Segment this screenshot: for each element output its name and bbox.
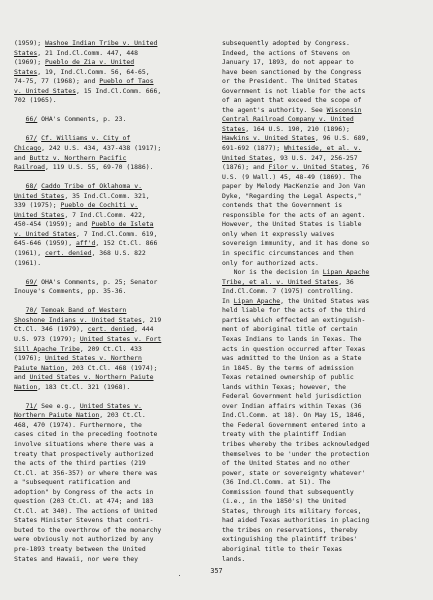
citation-segment: Railroad: [14, 163, 46, 172]
citation-segment: United States v.: [79, 401, 142, 410]
text-segment: in specific circumstances and then: [222, 249, 354, 258]
text-segment: [14, 182, 26, 190]
text-segment: , 219: [141, 315, 162, 324]
text-line: [222, 211, 422, 221]
citation-segment: United States v. Fort: [79, 334, 162, 343]
text-line: [222, 373, 422, 383]
citation-segment: 70/: [25, 306, 38, 315]
citation-segment: 66/: [25, 115, 38, 124]
citation-segment: Lipan Apache: [233, 296, 281, 305]
text-line: [222, 516, 422, 526]
left-column: [14, 39, 210, 564]
text-segment: Nor is the decision in: [222, 268, 323, 277]
text-line: [222, 535, 422, 545]
text-segment: , 242 U.S. 434, 437-438 (1917);: [41, 144, 162, 153]
text-segment: in 1845. By the terms of admission: [222, 363, 354, 372]
text-segment: were obviously not authorized by any: [14, 535, 154, 544]
text-segment: 691-692 (1877);: [222, 144, 285, 153]
text-segment: tribes whereby the tribes acknowledged: [222, 439, 370, 448]
text-segment: had aided Texas authorities in placing: [222, 516, 370, 525]
text-segment: However, the United States is liable: [222, 220, 362, 229]
text-line: [222, 96, 422, 106]
text-line: [14, 411, 210, 421]
citation-segment: v. United States: [14, 86, 77, 95]
text-line: [14, 163, 210, 173]
text-line: [14, 192, 210, 202]
text-segment: lands.: [222, 554, 246, 563]
text-segment: , the United States was: [280, 296, 370, 305]
text-segment: or the President. The United States: [222, 77, 358, 86]
citation-segment: Pueblo de Zia v. United: [45, 58, 135, 67]
text-line: [14, 144, 210, 154]
citation-segment: United States v. Northern: [45, 354, 142, 363]
text-segment: (36 Ind.Cl.Comm. at 51). The: [222, 478, 331, 487]
text-line: [14, 316, 210, 326]
text-segment: Ct.Cl. 346 (1979),: [14, 325, 88, 334]
citation-segment: Tribe, et al. v. United States: [222, 277, 339, 286]
text-segment: , 7 Ind.Cl.Comm. 619,: [76, 229, 158, 238]
text-line: [14, 450, 210, 460]
text-line: [222, 297, 422, 307]
text-segment: Commission found that subsequently: [222, 487, 354, 496]
text-segment: Ind.Cl.Comm. at 18). On May 15, 1846,: [222, 411, 366, 420]
text-segment: 468, 470 (1974). Furthermore, the: [14, 420, 142, 429]
text-segment: (i.e., in the 1850's) the United: [222, 497, 347, 506]
text-line: [222, 134, 422, 144]
text-line: [14, 383, 210, 393]
text-line: [222, 173, 422, 183]
text-segment: treaty that prospectively authorized: [14, 449, 154, 458]
scan-speck: [179, 575, 180, 576]
text-line: [14, 58, 210, 68]
text-segment: parties which effected an extinguish-: [222, 315, 366, 324]
citation-segment: United States: [14, 210, 65, 219]
text-line: [14, 306, 210, 316]
text-line: [222, 430, 422, 440]
text-segment: , 7 Ind.Cl.Comm. 422,: [64, 210, 146, 219]
text-line: [222, 220, 422, 230]
text-segment: States Minister Stevens that contri-: [14, 516, 154, 525]
text-segment: a "subsequent ratification and: [14, 478, 131, 487]
text-segment: responsible for the acts of an agent.: [222, 210, 366, 219]
citation-segment: Caddo Tribe of Oklahoma v.: [41, 182, 142, 191]
text-line: [14, 469, 210, 479]
citation-segment: Central Railroad Company v. United: [222, 115, 354, 124]
text-line: [14, 421, 210, 431]
text-line: [222, 316, 422, 326]
text-segment: Texas retained ownership of public: [222, 373, 354, 382]
citation-segment: Paiute Nation: [14, 363, 65, 372]
text-line: [14, 68, 210, 78]
text-line: [14, 526, 210, 536]
text-line: [222, 58, 422, 68]
text-line: [222, 249, 422, 259]
text-segment: , 444: [134, 325, 154, 334]
text-line: [14, 278, 210, 288]
text-segment: U.S. (9 Wall.) 45, 48-49 (1869). The: [222, 172, 362, 181]
text-segment: , 203 Ct.Cl. 468 (1974);: [64, 363, 158, 372]
text-line: [222, 526, 422, 536]
text-segment: subsequently adopted by Congress.: [222, 39, 350, 47]
text-segment: of an agent that exceed the scope of: [222, 96, 362, 105]
text-segment: , 21 Ind.Cl.Comm. 447, 448: [37, 48, 139, 57]
text-segment: held liable for the acts of the third: [222, 306, 366, 315]
citation-segment: Sill Apache Tribe: [14, 344, 80, 353]
text-segment: , 19, Ind.Cl.Comm. 56, 64-65,: [37, 67, 150, 76]
text-segment: 450-454 (1959); and: [14, 220, 92, 229]
text-line: [14, 440, 210, 450]
text-segment: only when it expressly waives: [222, 229, 335, 238]
text-segment: Indeed, the actions of Stevens on: [222, 48, 350, 57]
right-column: [222, 39, 422, 564]
text-segment: themselves to be 'under the protection: [222, 449, 370, 458]
text-line: [222, 383, 422, 393]
text-line: [222, 421, 422, 431]
text-line: [14, 516, 210, 526]
text-segment: , 164 U.S. 190, 210 (1896);: [245, 124, 350, 133]
citation-segment: United States v. Northern Paiute: [29, 373, 154, 382]
text-segment: Dyke, "Regarding the Legal Aspects,": [222, 191, 362, 200]
text-segment: Ind.Cl.Comm. 7 (1975) controlling.: [222, 287, 354, 296]
text-segment: OHA's Comments, p. 25; Senator: [37, 277, 158, 286]
paragraph-gap: [14, 173, 210, 183]
text-line: [14, 259, 210, 269]
text-line: [222, 278, 422, 288]
text-line: [14, 507, 210, 517]
citation-segment: States: [222, 124, 246, 133]
paragraph-gap: [14, 268, 210, 278]
citation-segment: cert. denied: [45, 249, 92, 258]
text-segment: (1976);: [14, 354, 46, 363]
text-segment: [14, 306, 26, 314]
text-segment: 339 (1975);: [14, 201, 61, 210]
text-segment: , 119 U.S. 55, 69-70 (1886).: [45, 163, 154, 172]
page-number: 357: [210, 567, 223, 575]
text-line: [14, 535, 210, 545]
text-segment: only for authorized acts.: [222, 258, 319, 267]
text-line: [14, 211, 210, 221]
text-line: [222, 488, 422, 498]
text-line: [14, 96, 210, 106]
text-segment: , 209 Ct.Cl. 433: [79, 344, 142, 353]
text-segment: Government is not liable for the acts: [222, 86, 366, 95]
text-segment: aboriginal title to their Texas: [222, 544, 343, 553]
text-line: [222, 163, 422, 173]
text-segment: the acts of the third parties (219: [14, 459, 146, 468]
text-segment: have been sanctioned by the Congress: [222, 67, 362, 76]
text-line: [14, 287, 210, 297]
text-line: [14, 488, 210, 498]
text-line: [222, 450, 422, 460]
text-line: [222, 345, 422, 355]
citation-segment: Temoak Band of Western: [41, 306, 127, 315]
text-segment: (1961),: [14, 249, 46, 258]
citation-segment: Pueblo de Isleta: [91, 220, 154, 229]
citation-segment: States: [14, 48, 38, 57]
citation-segment: Pueblo of Taos: [99, 77, 154, 86]
text-line: [14, 230, 210, 240]
citation-segment: 68/: [25, 182, 38, 191]
text-line: [14, 402, 210, 412]
text-line: [14, 201, 210, 211]
citation-segment: 69/: [25, 277, 38, 286]
text-segment: over Indian affairs within Texas (36: [222, 401, 362, 410]
text-line: [222, 545, 422, 555]
text-segment: of the United States and no other: [222, 459, 350, 468]
text-line: [222, 354, 422, 364]
citation-segment: Washoe Indian Tribe v. United: [45, 39, 158, 47]
citation-segment: United States: [222, 153, 273, 162]
citation-segment: Shoshone Indians v. United States: [14, 315, 142, 324]
citation-segment: aff'd: [76, 239, 96, 248]
text-line: [222, 555, 422, 565]
text-segment: (1969);: [14, 58, 46, 67]
text-line: [222, 469, 422, 479]
text-segment: , 35 Ind.Cl.Comm. 321,: [64, 191, 150, 200]
citation-segment: Whiteside, et al. v.: [284, 144, 362, 153]
text-line: [14, 49, 210, 59]
citation-segment: Northern Paiute Nation: [14, 411, 100, 420]
text-segment: Ct.Cl. at 340). The actions of United: [14, 506, 158, 515]
text-line: [222, 49, 422, 59]
text-segment: the agent's authority. See: [222, 105, 327, 114]
text-segment: States and Hawaii, nor were they: [14, 554, 139, 563]
text-segment: Ct.Cl. at 356-357) or where there was: [14, 468, 158, 477]
text-segment: [14, 134, 26, 142]
text-segment: paper by Melody MacKenzie and Jon Van: [222, 182, 366, 191]
text-segment: (1961).: [14, 258, 42, 267]
text-segment: , 368 U.S. 822: [91, 249, 146, 258]
text-line: [14, 154, 210, 164]
citation-segment: Wisconsin: [326, 105, 362, 114]
text-segment: OHA's Comments, p. 23.: [37, 115, 127, 124]
text-line: [222, 507, 422, 517]
text-line: [14, 182, 210, 192]
paragraph-gap: [14, 392, 210, 402]
text-line: [14, 220, 210, 230]
text-segment: ment of aboriginal title of certain: [222, 325, 358, 334]
text-line: [222, 268, 422, 278]
citation-segment: Lipan Apache: [322, 268, 370, 277]
text-line: [14, 373, 210, 383]
text-segment: Inouye's Comments, pp. 35-36.: [14, 287, 127, 296]
text-line: [14, 497, 210, 507]
text-line: [14, 430, 210, 440]
text-segment: acts in question occurred after Texas: [222, 344, 366, 353]
text-line: [222, 392, 422, 402]
text-line: [222, 402, 422, 412]
text-segment: (1876); and: [222, 163, 269, 172]
text-line: [222, 440, 422, 450]
text-segment: Federal Government held jurisdiction: [222, 392, 362, 401]
text-line: [222, 182, 422, 192]
text-line: [14, 345, 210, 355]
text-line: [222, 77, 422, 87]
text-segment: U.S. 973 (1979);: [14, 334, 80, 343]
text-segment: See e.g.,: [37, 401, 80, 410]
text-line: [222, 115, 422, 125]
text-segment: power, state or sovereignty whatever': [222, 468, 366, 477]
text-line: [222, 39, 422, 49]
text-line: [14, 325, 210, 335]
text-segment: , 152 Ct.Cl. 866: [95, 239, 158, 248]
text-line: [14, 459, 210, 469]
text-segment: buted to the overthrow of the monarchy: [14, 525, 162, 534]
citation-segment: United States: [14, 191, 65, 200]
text-segment: , 36: [338, 277, 354, 286]
text-line: [14, 134, 210, 144]
text-line: [222, 459, 422, 469]
citation-segment: Pueblo de Cochiti v.: [60, 201, 139, 210]
text-line: [222, 68, 422, 78]
citation-segment: Hawkins v. United States: [222, 134, 316, 143]
text-segment: adoption" by Congress of the acts in: [14, 487, 154, 496]
text-line: [14, 87, 210, 97]
text-segment: 645-646 (1959),: [14, 239, 77, 248]
text-line: [14, 239, 210, 249]
text-segment: (1959);: [14, 39, 46, 47]
text-segment: the Federal Government entered into a: [222, 420, 366, 429]
citation-segment: Buttz v. Northern Pacific: [29, 153, 127, 162]
text-segment: involve situations where there was a: [14, 439, 154, 448]
text-line: [222, 478, 422, 488]
text-segment: [14, 115, 26, 123]
text-line: [222, 335, 422, 345]
text-segment: , 76: [353, 163, 370, 172]
text-line: [222, 411, 422, 421]
text-line: [222, 306, 422, 316]
text-segment: question (203 Ct.Cl. at 474; and 183: [14, 497, 154, 506]
text-segment: lands within Texas; however, the: [222, 382, 347, 391]
text-line: [14, 545, 210, 555]
text-segment: States, through its military forces,: [222, 506, 362, 515]
text-segment: , 15 Ind.Cl.Comm. 666,: [76, 86, 162, 95]
text-segment: , 183 Ct.Cl. 321 (1968).: [37, 382, 131, 391]
text-line: [222, 259, 422, 269]
citation-segment: 71/: [25, 401, 38, 410]
citation-segment: Nation: [14, 382, 38, 391]
paragraph-gap: [14, 125, 210, 135]
text-segment: 74-75, 77 (1968); and: [14, 77, 100, 86]
citation-segment: cert. denied: [87, 325, 135, 334]
text-line: [222, 287, 422, 297]
text-segment: [14, 402, 26, 410]
text-segment: and: [14, 153, 30, 162]
text-line: [14, 555, 210, 565]
text-line: [14, 335, 210, 345]
text-line: [222, 230, 422, 240]
text-line: [14, 249, 210, 259]
text-segment: cases cited in the preceding footnote: [14, 430, 158, 439]
text-segment: and: [14, 373, 30, 382]
text-line: [222, 497, 422, 507]
text-line: [222, 125, 422, 135]
text-line: [222, 106, 422, 116]
text-line: [14, 39, 210, 49]
text-segment: , 203 Ct.Cl.: [99, 411, 146, 420]
text-line: [222, 239, 422, 249]
citation-segment: 67/: [25, 134, 38, 143]
text-segment: [14, 278, 26, 286]
citation-segment: States: [14, 67, 38, 76]
text-line: [14, 478, 210, 488]
text-segment: treaty with the plaintiff Indian: [222, 430, 347, 439]
text-line: [14, 77, 210, 87]
text-segment: contends that the Government is: [222, 201, 343, 210]
text-line: [222, 87, 422, 97]
text-segment: , 93 U.S. 247, 256-257: [272, 153, 358, 162]
text-line: [14, 364, 210, 374]
text-line: [14, 354, 210, 364]
text-segment: Texas Indians to lands in Texas. The: [222, 334, 362, 343]
text-line: [222, 325, 422, 335]
text-line: [222, 154, 422, 164]
text-segment: extinguishing the plaintiff tribes': [222, 535, 358, 544]
text-segment: pre-1893 treaty between the United: [14, 544, 146, 553]
text-segment: , 96 U.S. 689,: [315, 134, 370, 143]
text-line: [222, 364, 422, 374]
text-line: [222, 201, 422, 211]
paragraph-gap: [14, 106, 210, 116]
citation-segment: Filor v. United States: [268, 163, 354, 172]
text-line: [222, 192, 422, 202]
text-segment: was admitted to the Union as a State: [222, 354, 362, 363]
citation-segment: Chicago: [14, 144, 42, 153]
paragraph-gap: [14, 297, 210, 307]
text-segment: sovereign immunity, and it has done so: [222, 239, 370, 248]
citation-segment: v. United States: [14, 229, 77, 238]
text-segment: In: [222, 296, 234, 305]
text-segment: January 17, 1893, do not appear to: [222, 58, 354, 67]
text-line: [14, 115, 210, 125]
text-segment: 702 (1965).: [14, 96, 57, 105]
text-segment: the tribes on reservations, thereby: [222, 525, 358, 534]
text-line: [222, 144, 422, 154]
citation-segment: Cf. Williams v. City of: [41, 134, 131, 143]
